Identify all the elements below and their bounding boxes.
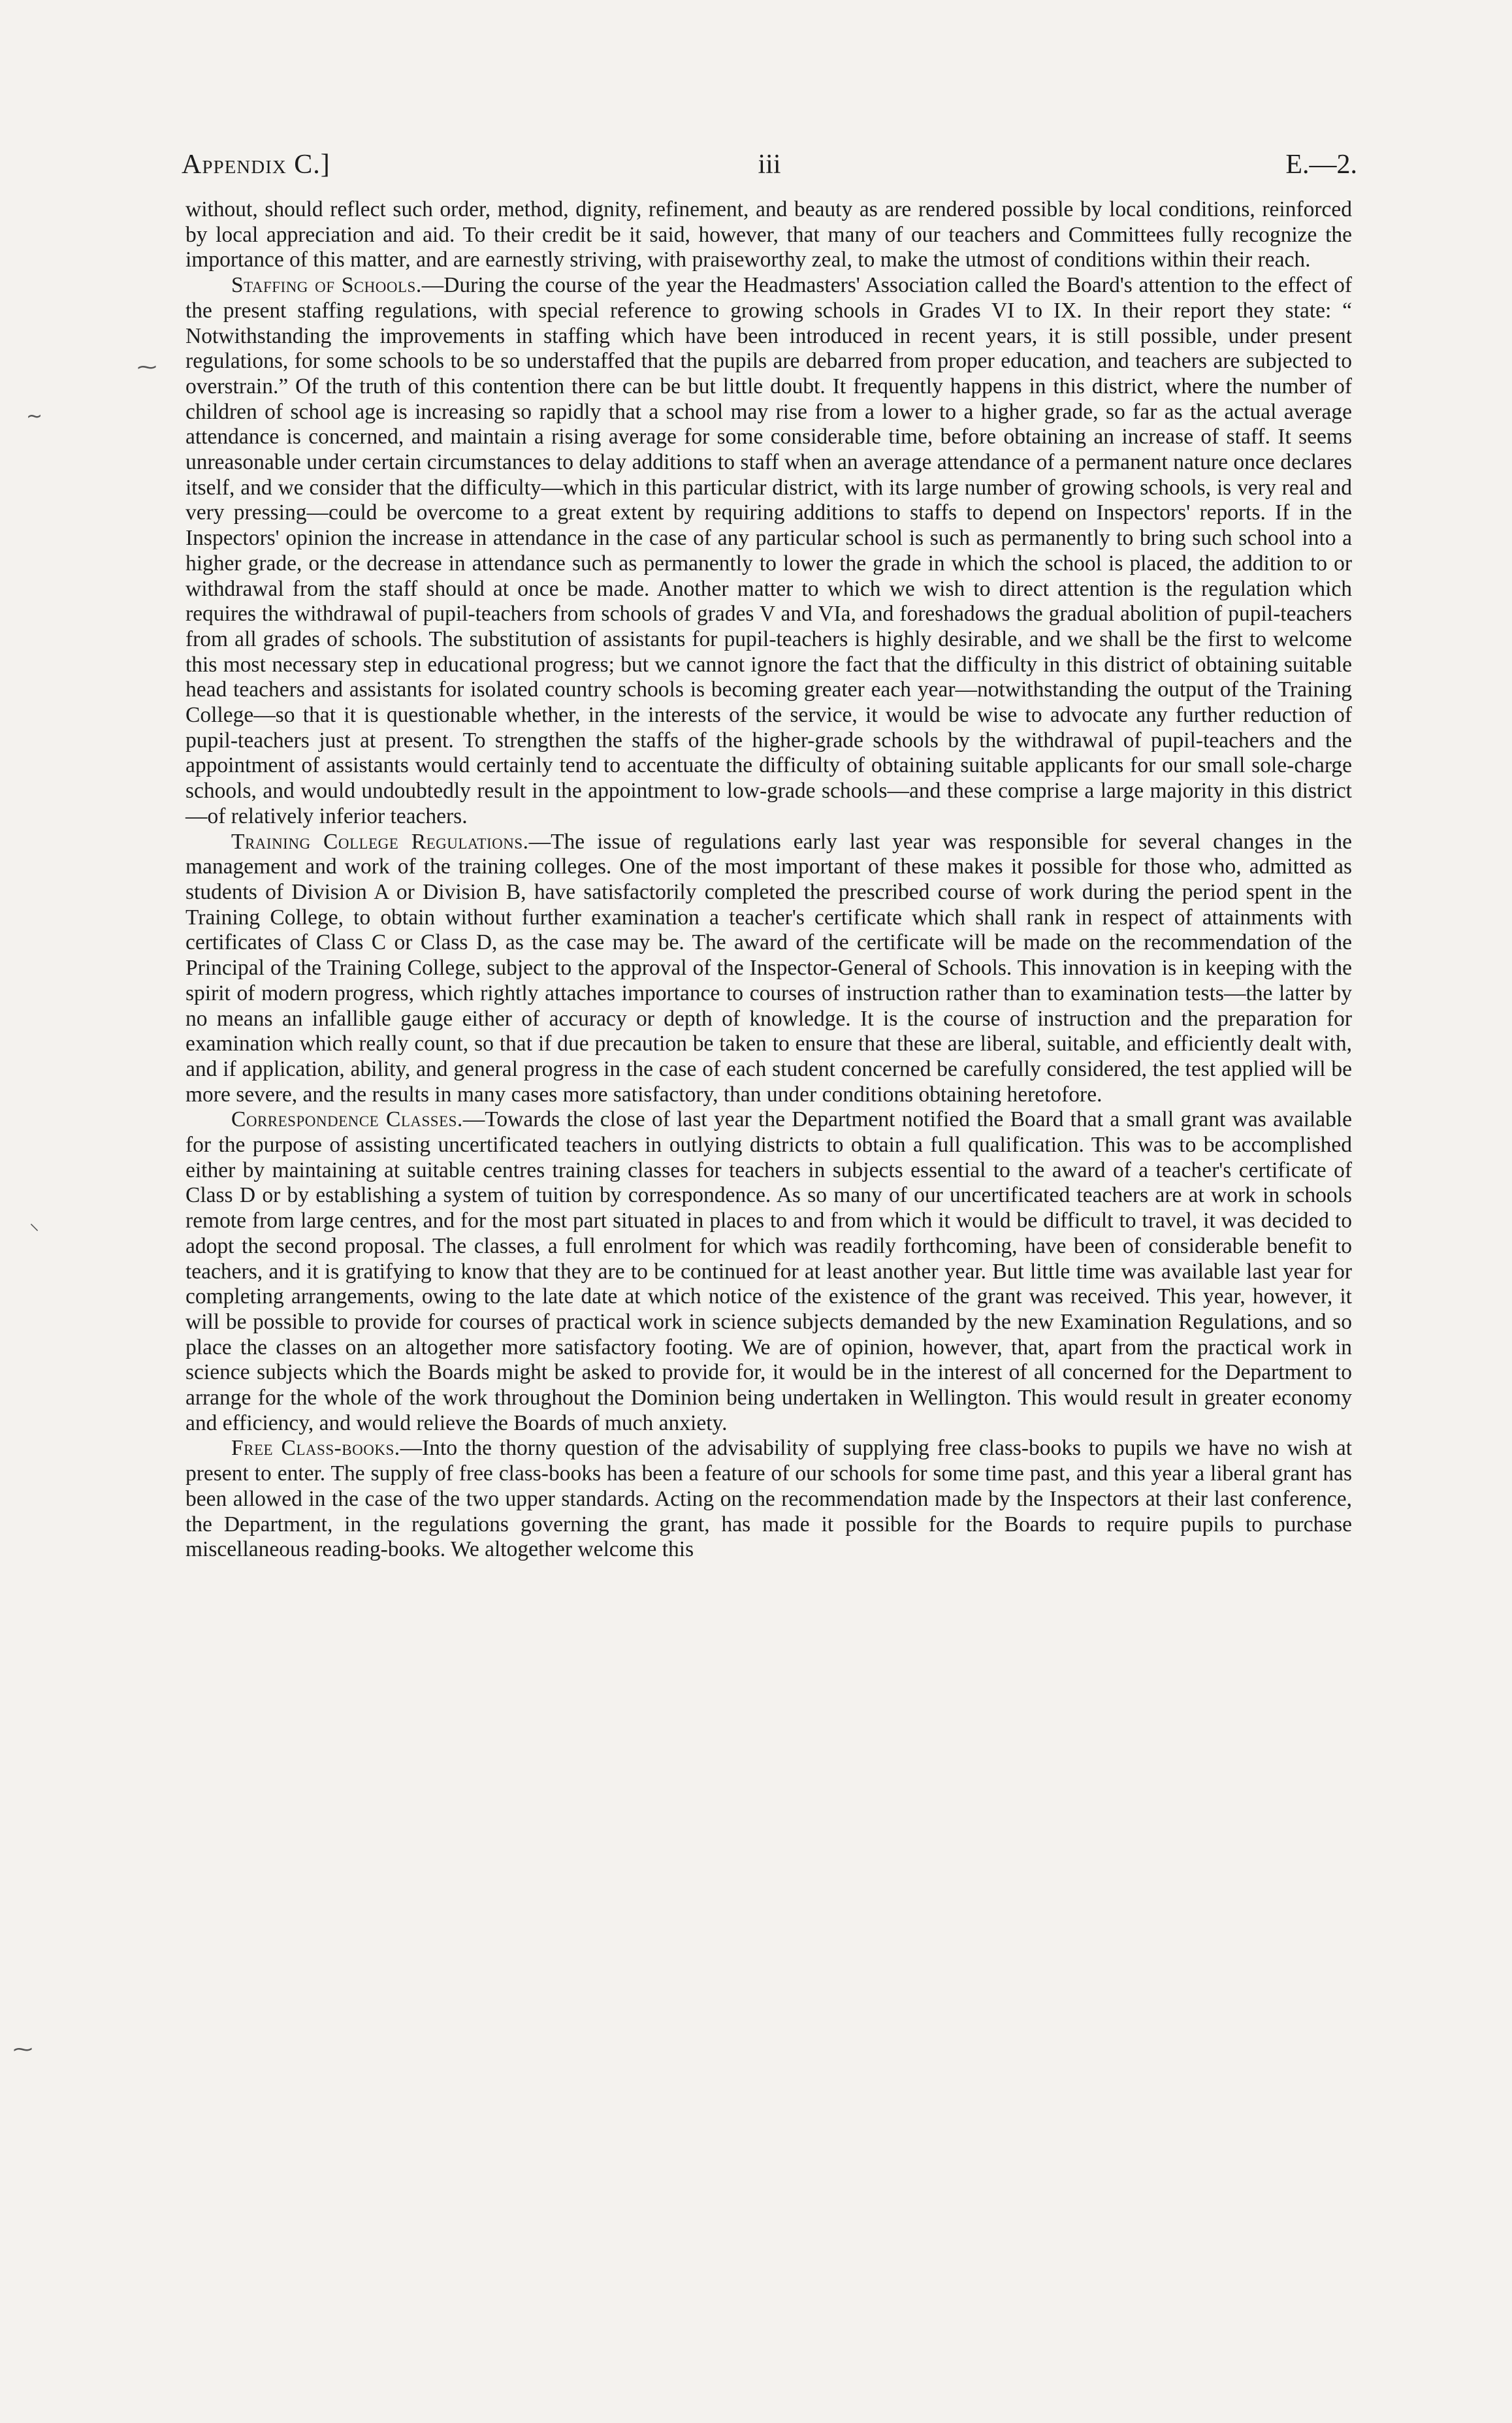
paragraph-text: —Into the thorny question of the advisability of supplying free class-books to pupils we have no wish at present to enter. The supply of free class-books has been a feature of our schools for some time past, and this year a liberal grant has been allowed in the case of the two upper standards. Acting on the recommendation made by the Inspectors at their last conference, the Department, in the regulations governing the grant, has made it possible for the Boards to require pupils to purchase miscellaneous reading-books. We altogether welcome this (185, 1436, 1352, 1562)
paragraph-text: —Towards the close of last year the Department notified the Board that a small grant was available for the purpose of assisting uncertificated teachers in outlying districts to obtain a full qualification. This was to be accomplished either by maintaining at suitable centres training classes for teachers in subjects essential to the award of a teacher's certificate of Class D or by establishing a system of tuition by correspondence. As so many of our uncertificated teachers are at work in schools remote from large centres, and for the most part situated in places to and from which it would be difficult to travel, it was decided to adopt the second proposal. The classes, a full enrolment for which was readily forthcoming, have been of considerable benefit to teachers, and it is gratifying to know that they are to be continued for at least another year. But little time was available last year for completing arrangements, owing to the late date at which notice of the existence of the grant was received. This year, however, it will be possible to provide for courses of practical work in science subjects demanded by the new Examination Regulations, and so place the classes on an altogether more satisfactory footing. We are of opinion, however, that, apart from the practical work in science subjects which the Boards might be asked to provide for, it would be in the interest of all concerned for the Department to arrange for the whole of the work throughout the Dominion being undertaken in Wellington. This would result in greater economy and efficiency, and would relieve the Boards of much anxiety. (185, 1107, 1352, 1435)
margin-pencil-mark-icon: ⸜ (29, 1212, 39, 1235)
paragraph-free-class-books (185, 1436, 1352, 1563)
body-text (185, 197, 1352, 1563)
paragraph-staffing (185, 273, 1352, 829)
paragraph-text: without, should reflect such order, method, dignity, refinement, and beauty as are rendered possible by local conditions, reinforced by local appreciation and aid. To their credit be it said, however, that many of our teachers and Committees fully recognize the importance of this matter, and are earnestly striving, with praiseworthy zeal, to make the utmost of conditions within their reach. (185, 197, 1352, 272)
header-appendix-label: Appendix C.] (182, 150, 330, 180)
paragraph-heading: Correspondence Classes. (231, 1107, 463, 1132)
header-document-code: E.—2. (1285, 150, 1357, 180)
margin-pencil-mark-icon: ~ (26, 405, 43, 428)
running-head (182, 149, 1357, 188)
paragraph-intro (185, 197, 1352, 273)
header-page-number: iii (758, 150, 781, 180)
margin-pencil-mark-icon: ⁓ (137, 356, 157, 379)
paragraph-heading: Training College Regulations. (231, 829, 529, 854)
paragraph-heading: Staffing of Schools. (231, 273, 422, 298)
margin-pencil-mark-icon: ⁓ (13, 2038, 33, 2061)
paragraph-training-college (185, 830, 1352, 1108)
paragraph-heading: Free Class-books. (231, 1436, 400, 1461)
paragraph-correspondence (185, 1107, 1352, 1436)
paragraph-text: —The issue of regulations early last year was responsible for several changes in the management and work of the training colleges. One of the most important of these makes it possible for those who, admitted as students of Division A or Division B, have satisfactorily completed the prescribed course of work during the period spent in the Training College, to obtain without further examination a teacher's certificate which shall rank in respect of attainments with certificates of Class C or Class D, as the case may be. The award of the certificate will be made on the recommendation of the Principal of the Training College, subject to the approval of the Inspector-General of Schools. This innovation is in keeping with the spirit of modern progress, which rightly attaches importance to courses of instruction rather than to examination tests—the latter by no means an infallible gauge either of accuracy or depth of knowledge. It is the course of instruction and the preparation for examination which really count, so that if due precaution be taken to ensure that these are liberal, suitable, and efficiently dealt with, and if application, ability, and general progress in the case of each student concerned be carefully considered, the test applied will be more severe, and the results in many cases more satisfactory, than under conditions obtaining heretofore. (185, 829, 1352, 1107)
paragraph-text: —During the course of the year the Headmasters' Association called the Board's attention to the effect of the present staffing regulations, with special reference to growing schools in Grades VI to IX. In their report they state: “ Notwithstanding the improvements in staffing which have been introduced in recent years, it is still possible, under present regulations, for some schools to be so understaffed that the pupils are debarred from proper education, and teachers are subjected to overstrain.” Of the truth of this contention there can be but little doubt. It frequently happens in this district, where the number of children of school age is increasing so rapidly that a school may rise from a lower to a higher grade, so far as the actual average attendance is concerned, and maintain a rising average for some considerable time, before obtaining an increase of staff. It seems unreasonable under certain circumstances to delay additions to staff when an average attendance of a permanent nature once declares itself, and we consider that the difficulty—which in this particular district, with its large number of growing schools, is very real and very pressing—could be overcome to a great extent by requiring additions to staffs to depend on Inspectors' reports. If in the Inspectors' opinion the increase in attendance in the case of any particular school is such as permanently to bring such school into a higher grade, or the decrease in attendance such as permanently to lower the grade in which the school is placed, the addition to or withdrawal from the staff should at once be made. Another matter to which we wish to direct attention is the regulation which requires the withdrawal of pupil-teachers from schools of grades V and VIa, and foreshadows the gradual abolition of pupil-teachers from all grades of schools. The substitution of assistants for pupil-teachers is highly desirable, and we shall be the first to welcome this most necessary step in educational progress; but we cannot ignore the fact that the difficulty in this district of obtaining suitable head teachers and assistants for isolated country schools is becoming greater each year—notwithstanding the output of the Training College—so that it is questionable whether, in the interests of the service, it would be wise to advocate any further reduction of pupil-teachers just at present. To strengthen the staffs of the higher-grade schools by the withdrawal of pupil-teachers and the appointment of assistants would certainly tend to accentuate the difficulty of obtaining suitable applicants for our small sole-charge schools, and would undoubtedly result in the appointment to low-grade schools—and these comprise a large majority in this district—of relatively inferior teachers. (185, 273, 1352, 828)
